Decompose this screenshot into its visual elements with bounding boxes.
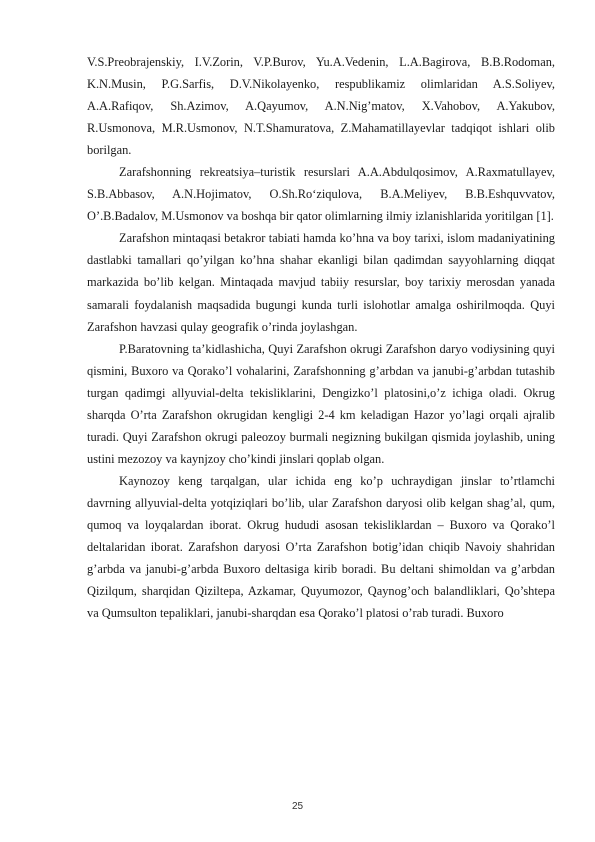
paragraph-researchers-list: V.S.Preobrajenskiy, I.V.Zorin, V.P.Burov, Yu.A.Vedenin, L.A.Bagirova, B.B.Rodoman, K.N.Musin, P.G.Sarfis, D.V.Nikolayenko, respublikamiz olimlaridan A.S.Soliyev, A.A.Rafiqov, Sh.Azimov, A.Qayumov, A.N.Nig’matov, X.Vahobov, A.Yakubov, R.Usmonova, M.R.Usmonov, N.T.Shamuratova, Z.Mahamatillayevlar tadqiqot ishlari olib borilgan. xyxy=(87,55,555,158)
paragraph-cenozoic-geology: Kaynozoy keng tarqalgan, ular ichida eng ko’p uchraydigan jinslar to’rtlamchi davrning allyuvial-delta yotqiziqlari bo’lib, ular Zarafshon daryosi olib kelgan shag’al, qum, qumoq va loyqalardan iborat. Okrug hududi asosan tekisliklardan – Buxoro va Qorako’l deltalaridan iborat. Zarafshon daryosi O’rta Zarafshon botig’idan chiqib Navoiy shahridan g’arbda va janubi-g’arbda Buxoro deltasiga kirib boradi. Bu deltani shimoldan va g’arbdan Qizilqum, sharqidan Qiziltepa, Azkamar, Quyumozor, Qaynog’och balandliklari, Qo’shtepa va Qumsulton tepaliklari, janubi-sharqdan esa Qorako’l platosi o’rab turadi. Buxoro xyxy=(87,473,555,621)
page-number: 25 xyxy=(291,801,304,812)
body-text xyxy=(87,51,555,624)
paragraph-baratov-okrug: P.Baratovning ta’kidlashicha, Quyi Zarafshon okrugi Zarafshon daryo vodiysining quyi qismini, Buxoro va Qorako’l vohalarini, Zarafshonning g’arbdan va janubi-g’arbdan tutashib turgan qadimgi allyuvial-delta tekisliklarini, Dengizko’l platosini,o’z ichiga oladi. Okrug sharqda O’rta Zarafshon okrugidan kengligi 2-4 km keladigan Hazor yo’lagi orqali ajralib turadi. Quyi Zarafshon okrugi paleozoy burmali negizning bukilgan qismida joylashib, uning ustini mezozoy va kaynjzoy cho’kindi jinslari qoplab olgan. xyxy=(87,341,555,466)
paragraph-region-description: Zarafshon mintaqasi betakror tabiati hamda ko’hna va boy tarixi, islom madaniyatining dastlabki tamallari qo’yilgan ko’hna shahar ekanligi bilan qadimdan sayyohlarning diqqat markazida bo’lib kelgan. Mintaqada mavjud tabiiy resurslar, boy tarixiy merosdan yanada samarali foydalanish maqsadida bugungi kunda turli islohotlar amalga oshirilmoqda. Quyi Zarafshon havzasi qulay geografik o’rinda joylashgan. xyxy=(87,231,555,334)
paragraph-recreation-resources: Zarafshonning rekreatsiya–turistik resurslari A.A.Abdulqosimov, A.Raxmatullayev, S.B.Abbasov, A.N.Hojimatov, O.Sh.Ro‘ziqulova, B.A.Meliyev, B.B.Eshquvvatov, O’.B.Badalov, M.Usmonov va boshqa bir qator olimlarning ilmiy izlanishlarida yoritilgan [1]. xyxy=(87,165,555,224)
